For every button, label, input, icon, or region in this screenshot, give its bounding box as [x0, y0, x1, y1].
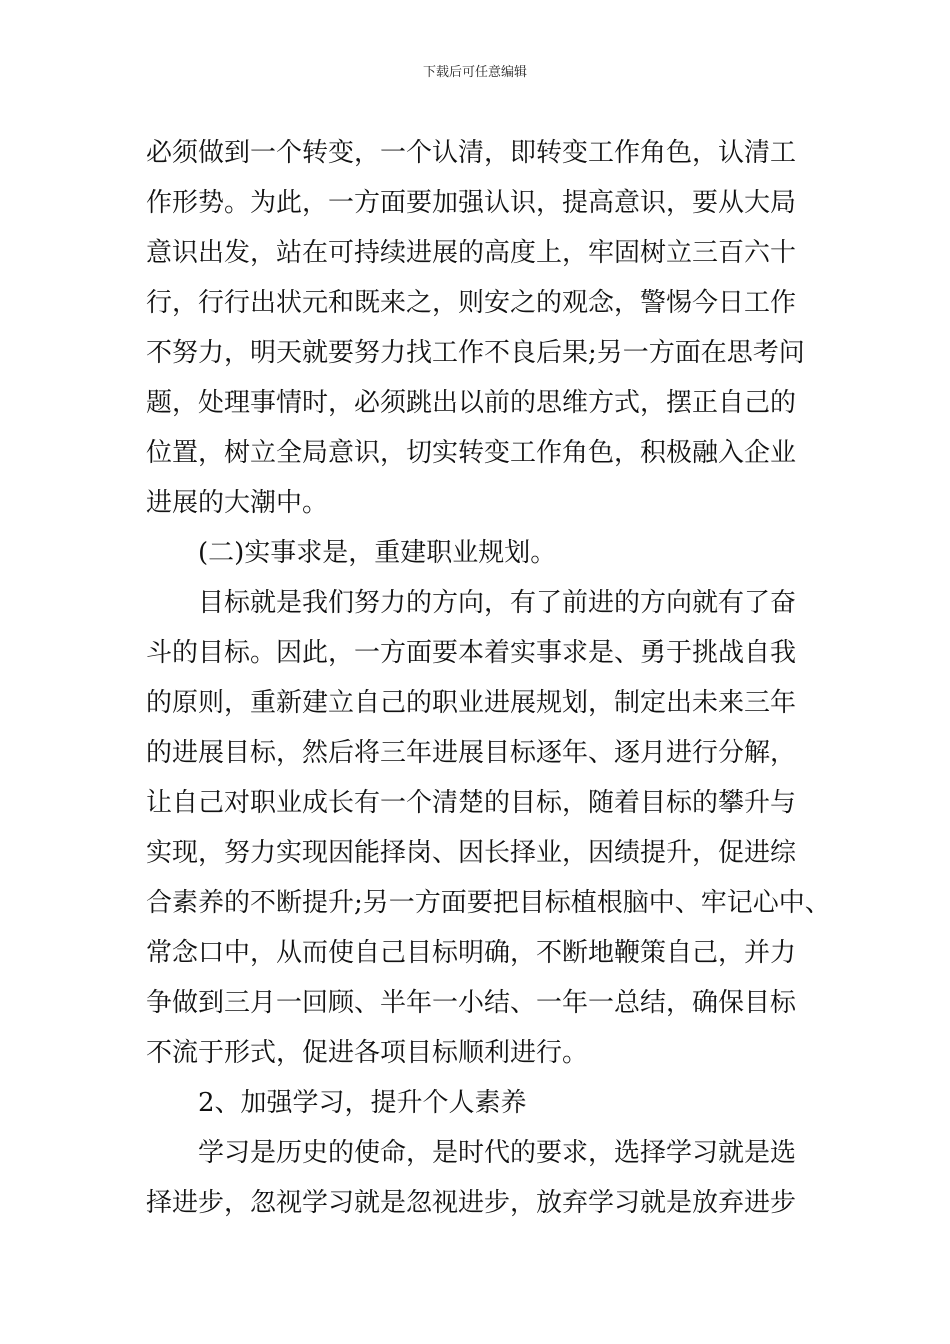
document-body [146, 128, 831, 1228]
body-line: 作形势。为此，一方面要加强认识，提高意识，要从大局 [146, 188, 797, 218]
body-line: 位置，树立全局意识，切实转变工作角色，积极融入企业 [146, 438, 797, 468]
body-line: 的进展目标，然后将三年进展目标逐年、逐月进行分解， [146, 738, 797, 768]
section-heading: 2、加强学习，提升个人素养 [198, 1088, 527, 1118]
body-line: 合素养的不断提升;另一方面要把目标植根脑中、牢记心中、 [146, 888, 831, 918]
section-heading: (二)实事求是，重建职业规划。 [198, 538, 557, 568]
paragraph-start-line: 目标就是我们努力的方向，有了前进的方向就有了奋 [198, 588, 797, 618]
page-header: 下载后可任意编辑 [422, 65, 527, 80]
body-line: 进展的大潮中。 [146, 488, 329, 518]
body-line: 不流于形式，促进各项目标顺利进行。 [146, 1038, 589, 1068]
body-line: 斗的目标。因此，一方面要本着实事求是、勇于挑战自我 [146, 638, 797, 668]
body-line: 行，行行出状元和既来之，则安之的观念，警惕今日工作 [146, 288, 797, 318]
body-line: 让自己对职业成长有一个清楚的目标，随着目标的攀升与 [146, 788, 797, 818]
body-line: 不努力，明天就要努力找工作不良后果;另一方面在思考问 [146, 338, 805, 368]
body-line: 择进步，忽视学习就是忽视进步，放弃学习就是放弃进步 [146, 1188, 797, 1218]
body-line: 题，处理事情时，必须跳出以前的思维方式，摆正自己的 [146, 388, 797, 418]
body-line: 常念口中，从而使自己目标明确，不断地鞭策自己，并力 [146, 938, 797, 968]
paragraph-start-line: 学习是历史的使命，是时代的要求，选择学习就是选 [198, 1138, 797, 1168]
body-line: 必须做到一个转变，一个认清，即转变工作角色，认清工 [146, 138, 797, 168]
body-line: 的原则，重新建立自己的职业进展规划，制定出未来三年 [146, 688, 797, 718]
body-line: 实现，努力实现因能择岗、因长择业，因绩提升，促进综 [146, 838, 797, 868]
body-line: 意识出发，站在可持续进展的高度上，牢固树立三百六十 [146, 238, 797, 268]
body-line: 争做到三月一回顾、半年一小结、一年一总结，确保目标 [146, 988, 797, 1018]
